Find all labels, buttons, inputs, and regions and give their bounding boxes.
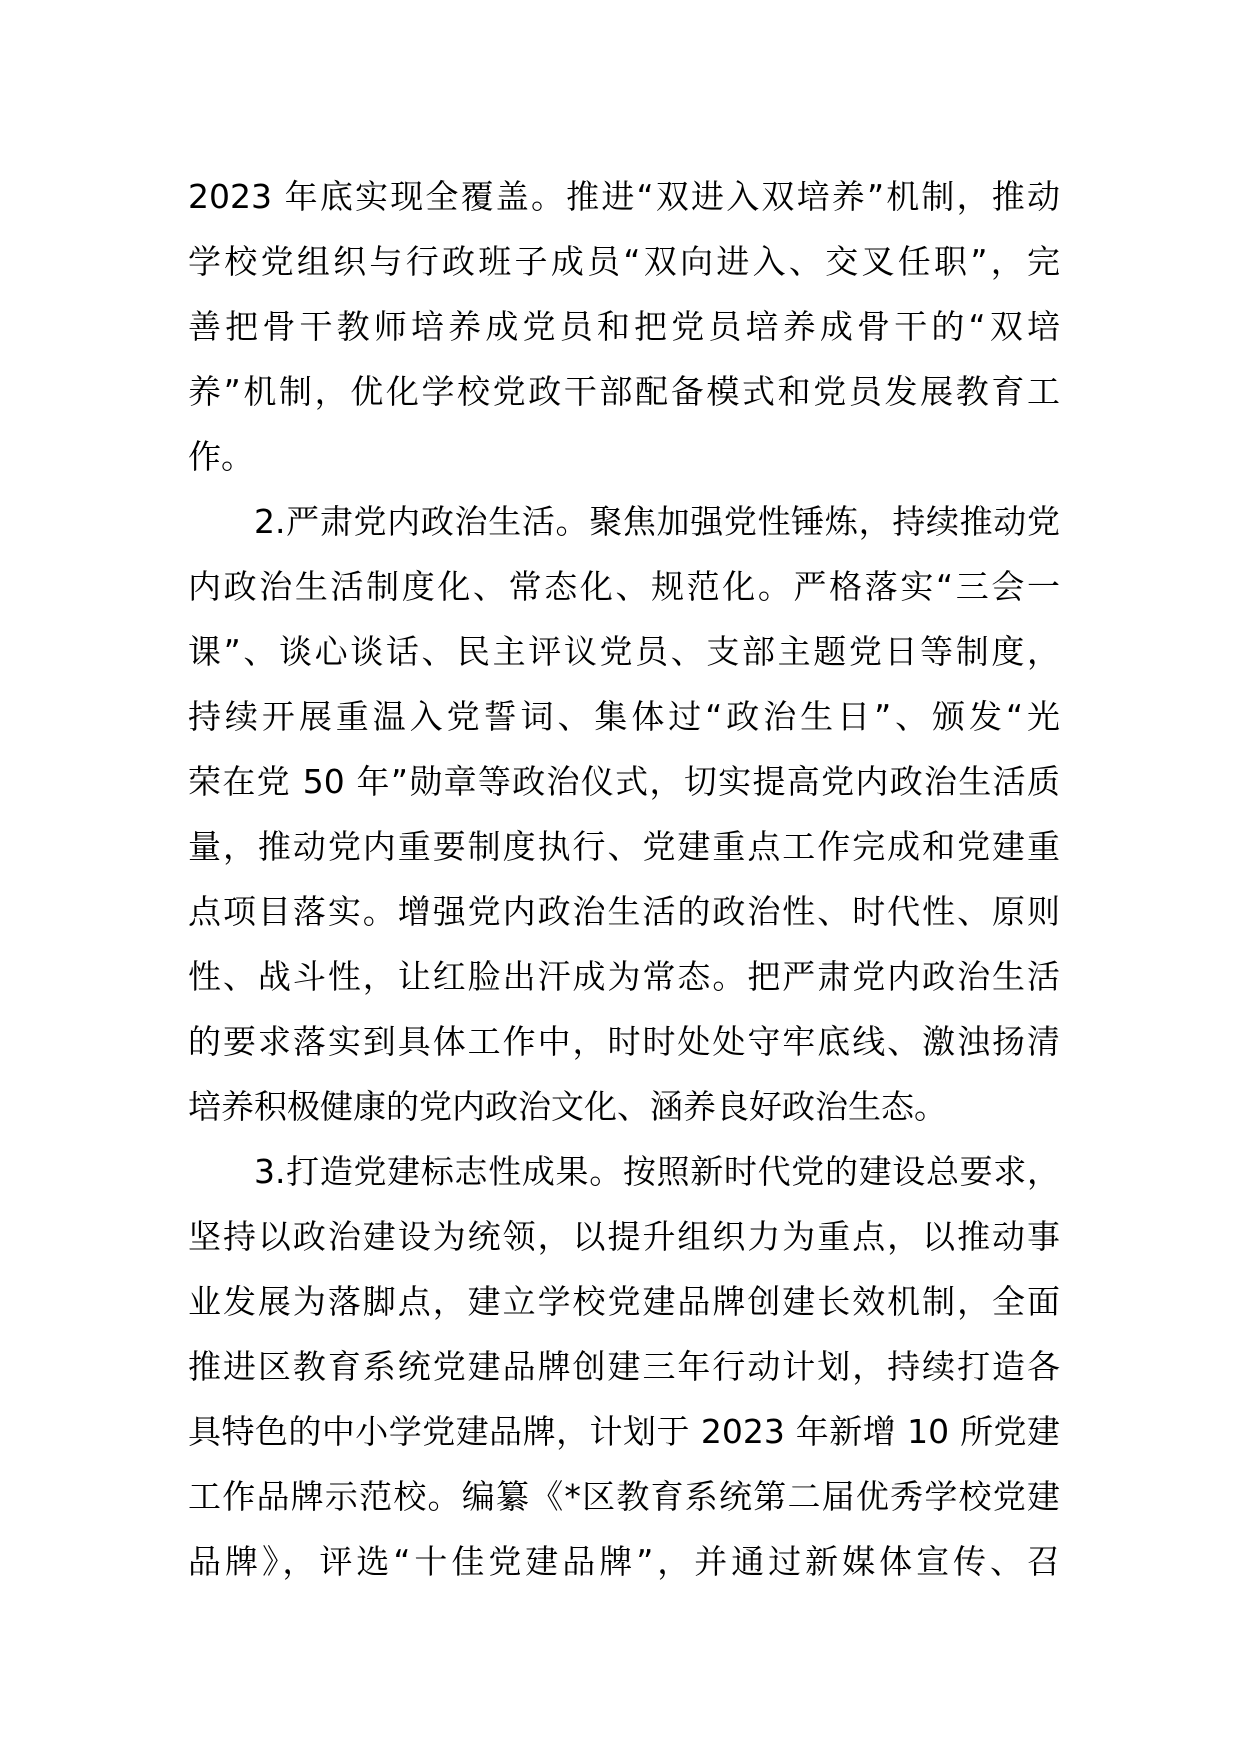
text-line: 持续开展重温入党誓词、集体过“政治生日”、颁发“光 xyxy=(188,697,1060,736)
text-line: 荣在党 50 年”勋章等政治仪式，切实提高党内政治生活质 xyxy=(188,762,1060,801)
text-line: 学校党组织与行政班子成员“双向进入、交叉任职”，完 xyxy=(188,242,1060,281)
text-line: 内政治生活制度化、常态化、规范化。严格落实“三会一 xyxy=(188,567,1060,606)
section-heading-line: 2.严肃党内政治生活。聚焦加强党性锤炼，持续推动党 xyxy=(254,502,1060,541)
text-line: 具特色的中小学党建品牌，计划于 2023 年新增 10 所党建 xyxy=(188,1412,1060,1451)
text-line: 课”、谈心谈话、民主评议党员、支部主题党日等制度， xyxy=(188,632,1060,671)
text-line: 的要求落实到具体工作中，时时处处守牢底线、激浊扬清 xyxy=(188,1022,1060,1061)
text-line: 坚持以政治建设为统领，以提升组织力为重点，以推动事 xyxy=(188,1217,1060,1256)
text-line: 量，推动党内重要制度执行、党建重点工作完成和党建重 xyxy=(188,827,1060,866)
text-line: 善把骨干教师培养成党员和把党员培养成骨干的“双培 xyxy=(188,307,1060,346)
text-line: 养”机制，优化学校党政干部配备模式和党员发展教育工 xyxy=(188,372,1060,411)
section-heading-line: 3.打造党建标志性成果。按照新时代党的建设总要求， xyxy=(254,1152,1060,1191)
text-line: 作。 xyxy=(188,437,254,476)
document-body xyxy=(188,164,1060,1594)
text-line: 培养积极健康的党内政治文化、涵养良好政治生态。 xyxy=(188,1087,947,1126)
text-line: 推进区教育系统党建品牌创建三年行动计划，持续打造各 xyxy=(188,1347,1060,1386)
text-line: 点项目落实。增强党内政治生活的政治性、时代性、原则 xyxy=(188,892,1060,931)
text-line: 性、战斗性，让红脸出汗成为常态。把严肃党内政治生活 xyxy=(188,957,1060,996)
text-line: 业发展为落脚点，建立学校党建品牌创建长效机制，全面 xyxy=(188,1282,1060,1321)
text-line: 品牌》，评选“十佳党建品牌”，并通过新媒体宣传、召 xyxy=(188,1542,1060,1581)
text-line: 工作品牌示范校。编纂《*区教育系统第二届优秀学校党建 xyxy=(188,1477,1060,1516)
text-line: 2023 年底实现全覆盖。推进“双进入双培养”机制，推动 xyxy=(188,177,1060,216)
